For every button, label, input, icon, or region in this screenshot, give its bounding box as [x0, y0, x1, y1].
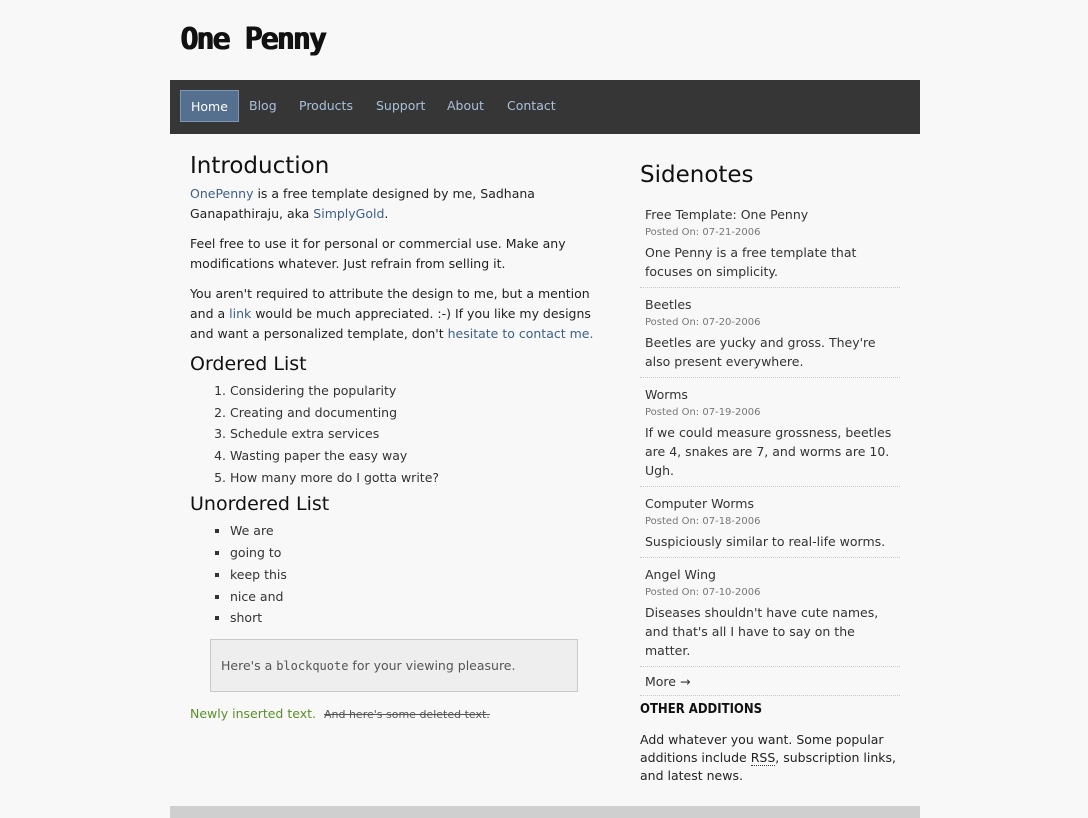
sidenote-date: Posted On: 07-20-2006	[645, 317, 761, 328]
deleted-text: And here's some deleted text.	[323, 707, 490, 721]
sidenotes-heading: Sidenotes	[640, 162, 754, 188]
main-content	[190, 153, 610, 725]
other-additions-heading: OTHER ADDITIONS	[640, 702, 763, 717]
intro-paragraph-3: You aren't required to attribute the design to me, but a mention and a link would be much appreciated. :-) If you like my designs and want a personalized template, don't hesitate to contact me.	[190, 286, 594, 341]
unordered-list-heading: Unordered List	[190, 493, 330, 516]
list-item: 1. Considering the popularity	[230, 380, 610, 402]
simplygold-link[interactable]: SimplyGold	[313, 206, 385, 221]
sidenote	[640, 487, 900, 558]
inserted-text: Newly inserted text.	[190, 705, 316, 721]
nav-products[interactable]: Products	[299, 98, 353, 113]
ins-del-text	[190, 704, 610, 725]
list-item: ▪ nice and	[230, 586, 610, 608]
intro-paragraph-1: OnePenny is a free template designed by me, Sadhana Ganapathiraju, aka SimplyGold.	[190, 186, 535, 221]
sidenote-body: Beetles are yucky and gross. They're also present everywhere.	[645, 335, 876, 369]
sidenote-body: Suspiciously similar to real-life worms.	[645, 534, 886, 549]
blockquote: Here's a blockquote for your viewing pleasure.	[210, 639, 578, 692]
onepenny-link[interactable]: OnePenny	[190, 186, 254, 201]
sidenote	[640, 378, 900, 487]
nav-support[interactable]: Support	[376, 98, 426, 113]
sidenote-title[interactable]: Beetles	[645, 297, 692, 312]
list-item: 4. Wasting paper the easy way	[230, 445, 610, 467]
other-additions-text: Add whatever you want. Some popular additions include RSS, subscription links, and latest news.	[640, 732, 897, 783]
sidenote-body: One Penny is a free template that focuses on simplicity.	[645, 245, 857, 279]
sidenote-body: Diseases shouldn't have cute names, and that's all I have to say on the matter.	[645, 605, 879, 658]
list-item: ▪ We are	[230, 520, 610, 542]
list-item: 5. How many more do I gotta write?	[230, 467, 610, 489]
sidenote-title[interactable]: Computer Worms	[645, 496, 754, 511]
sidenote-date: Posted On: 07-19-2006	[645, 407, 761, 418]
list-item: ▪ keep this	[230, 564, 610, 586]
sidenote-body: If we could measure grossness, beetles are 4, snakes are 7, and worms are 10. Ugh.	[645, 425, 892, 478]
sidenote-date: Posted On: 07-10-2006	[645, 587, 761, 598]
sidenote-date: Posted On: 07-21-2006	[645, 227, 761, 238]
site-logo[interactable]: One Penny	[180, 22, 325, 57]
list-item: ▪ short	[230, 607, 610, 629]
ordered-list-heading: Ordered List	[190, 353, 307, 375]
sidenote-title[interactable]: Angel Wing	[645, 567, 716, 582]
sidenote-title[interactable]: Worms	[645, 387, 688, 402]
ordered-list	[190, 380, 610, 488]
intro-heading: Introduction	[190, 153, 330, 179]
contact-me-link[interactable]: hesitate to contact me.	[447, 326, 594, 341]
intro-paragraph-2: Feel free to use it for personal or commercial use. Make any modifications whatever. Just refrain from selling it.	[190, 236, 566, 271]
attribution-link[interactable]: link	[229, 306, 252, 321]
sidenote	[640, 198, 900, 288]
nav-about[interactable]: About	[447, 98, 484, 113]
list-item: ▪ going to	[230, 542, 610, 564]
more-link[interactable]: More →	[640, 667, 900, 696]
sidenote	[640, 288, 900, 378]
sidenote-date: Posted On: 07-18-2006	[645, 516, 761, 527]
rss-abbr: RSS	[750, 750, 776, 765]
nav-blog[interactable]: Blog	[249, 98, 277, 113]
sidenote	[640, 558, 900, 667]
unordered-list	[190, 520, 610, 628]
nav-home[interactable]: Home	[180, 90, 239, 122]
list-item: 2. Creating and documenting	[230, 402, 610, 424]
list-item: 3. Schedule extra services	[230, 423, 610, 445]
footer-bar	[170, 806, 920, 818]
sidebar	[640, 162, 900, 785]
sidenote-title[interactable]: Free Template: One Penny	[645, 207, 809, 222]
main-nav	[170, 80, 920, 134]
nav-contact[interactable]: Contact	[507, 98, 556, 113]
